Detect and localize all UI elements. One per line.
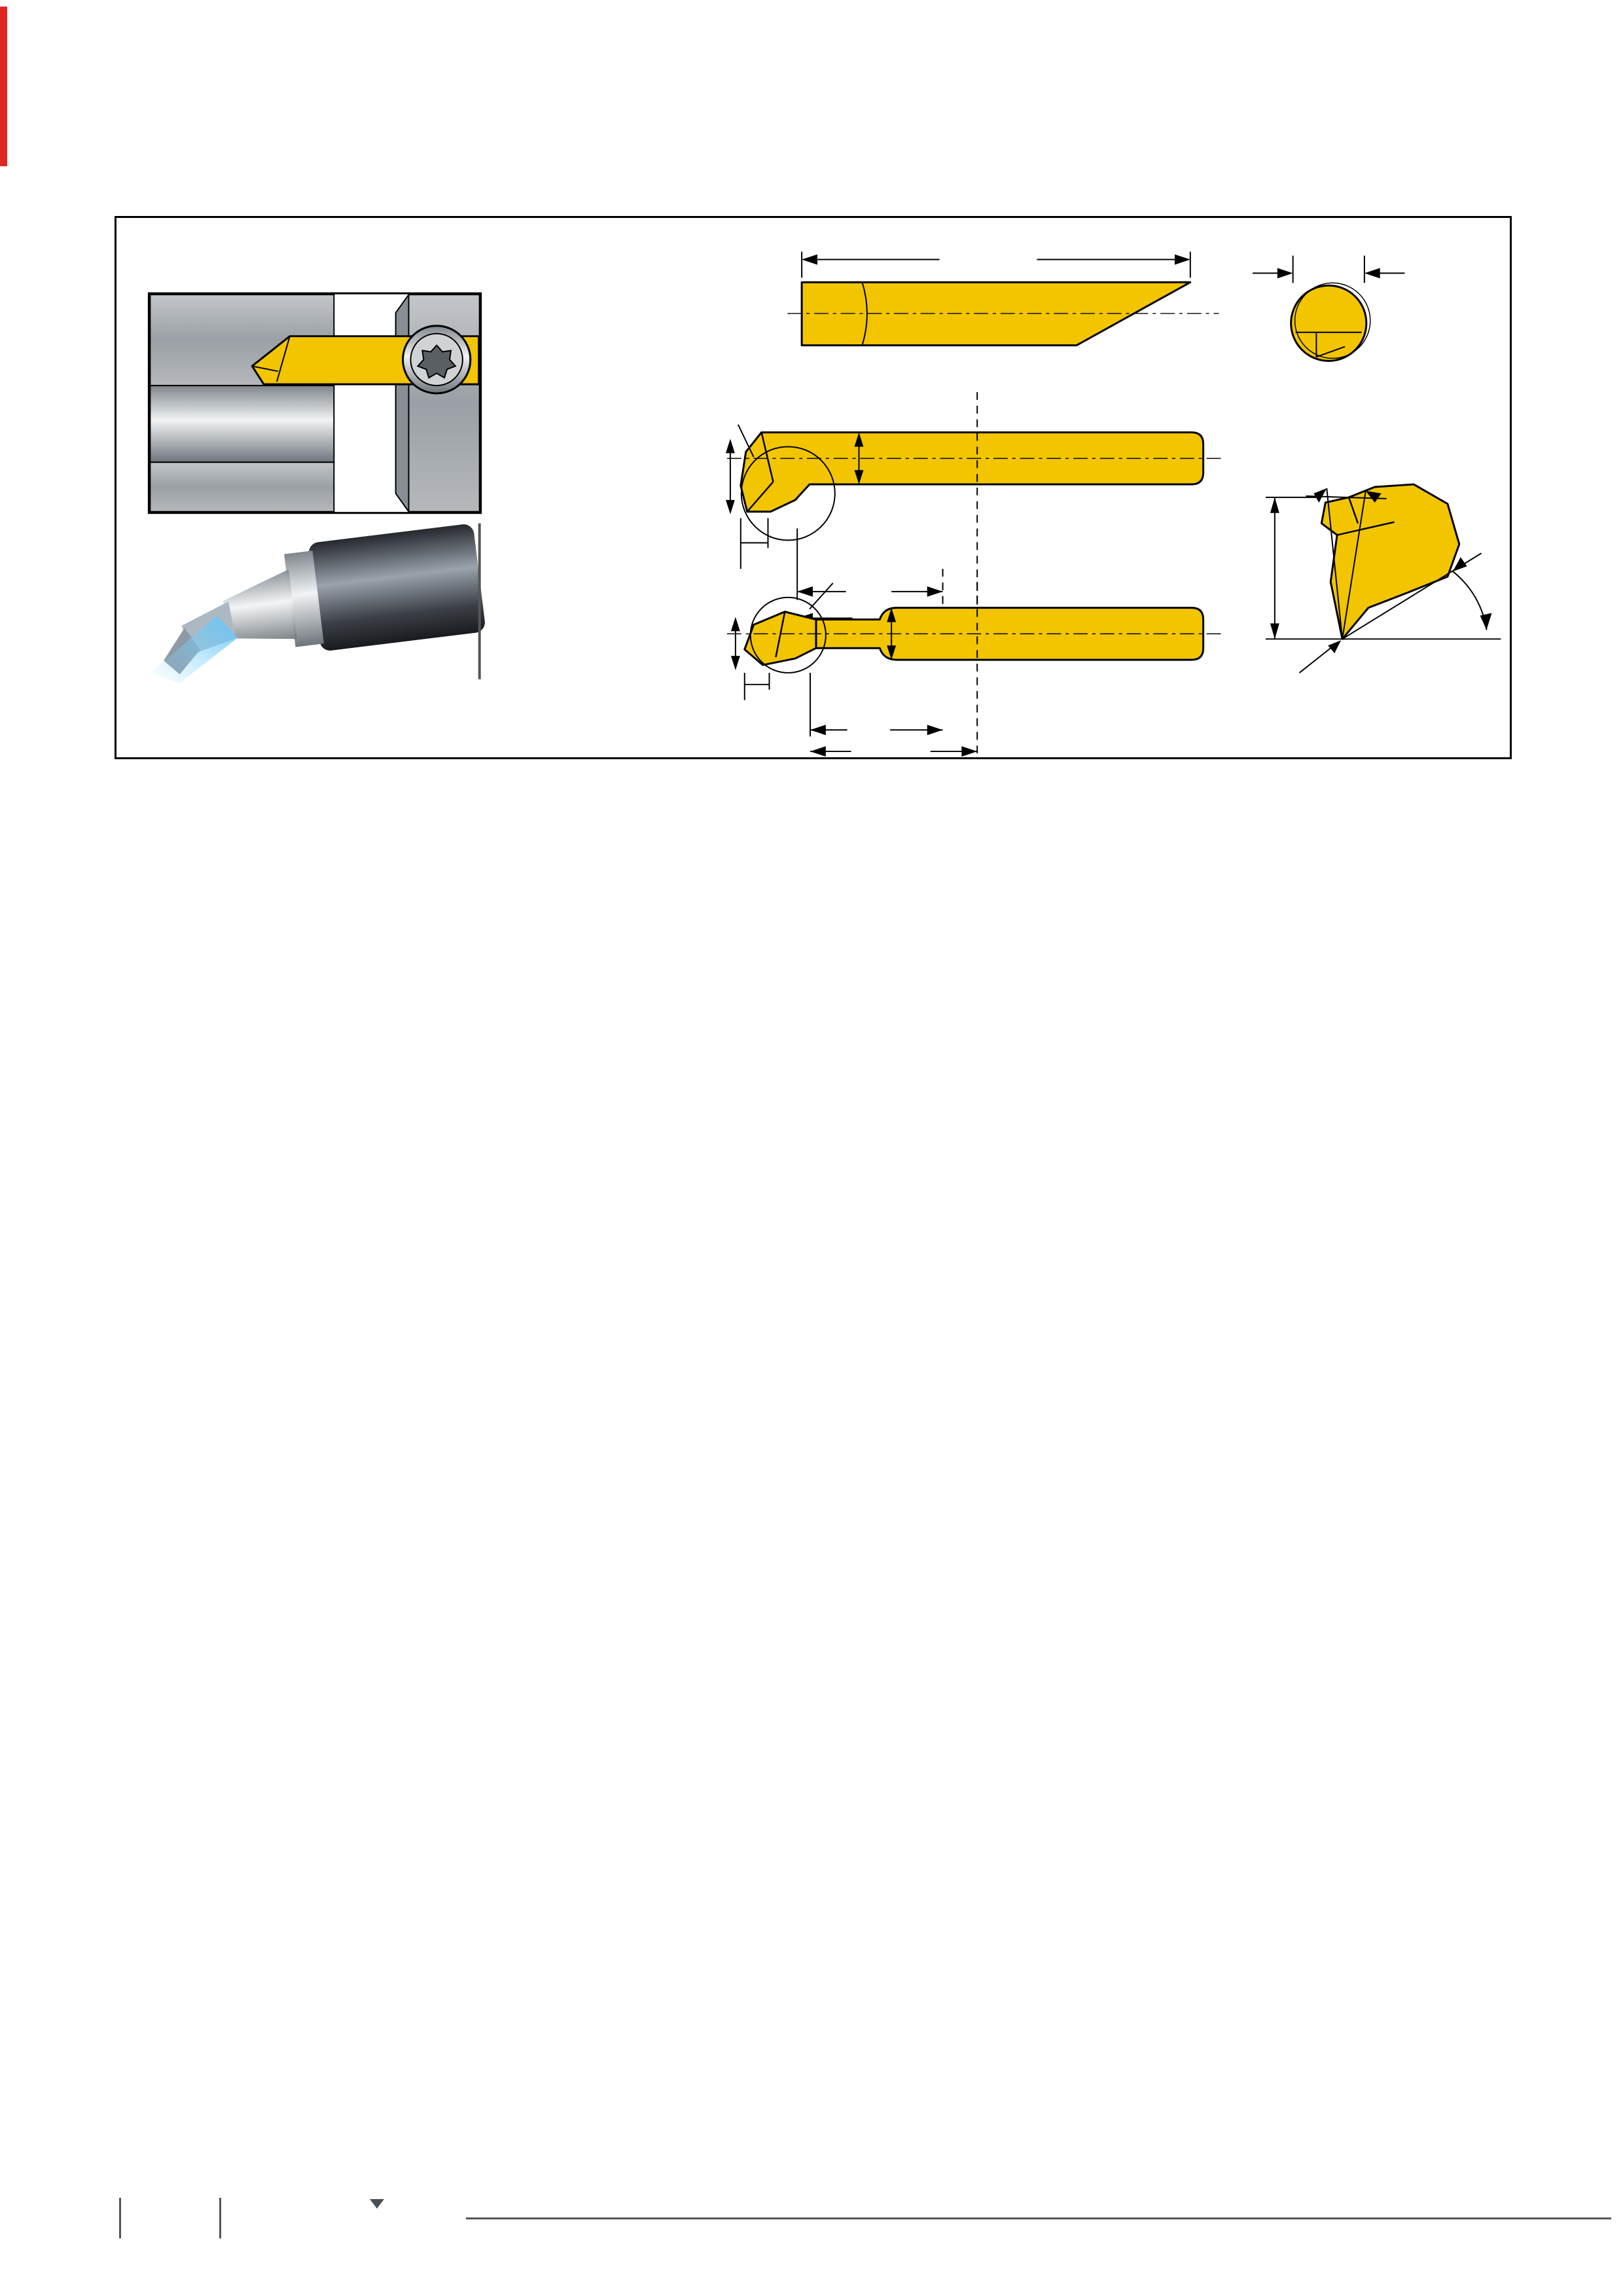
footer-divider-left <box>119 2198 121 2238</box>
dimension-drawings <box>116 218 1510 757</box>
diagram-panel <box>115 216 1512 759</box>
figure2-drawing <box>727 582 1224 757</box>
d-min-view <box>1253 256 1404 361</box>
page-edge-tab <box>0 7 7 166</box>
footer-rule <box>466 2217 1611 2219</box>
cross-section-illustration <box>149 293 480 513</box>
logo-triangle-icon <box>370 2199 384 2209</box>
detail-a-drawing <box>1266 484 1501 673</box>
boring-bar-side-view <box>787 245 1219 346</box>
page-footer <box>0 2194 1623 2253</box>
figure1-drawing <box>726 392 1224 630</box>
footer-divider-right <box>219 2198 221 2238</box>
tool-photo <box>151 523 486 683</box>
